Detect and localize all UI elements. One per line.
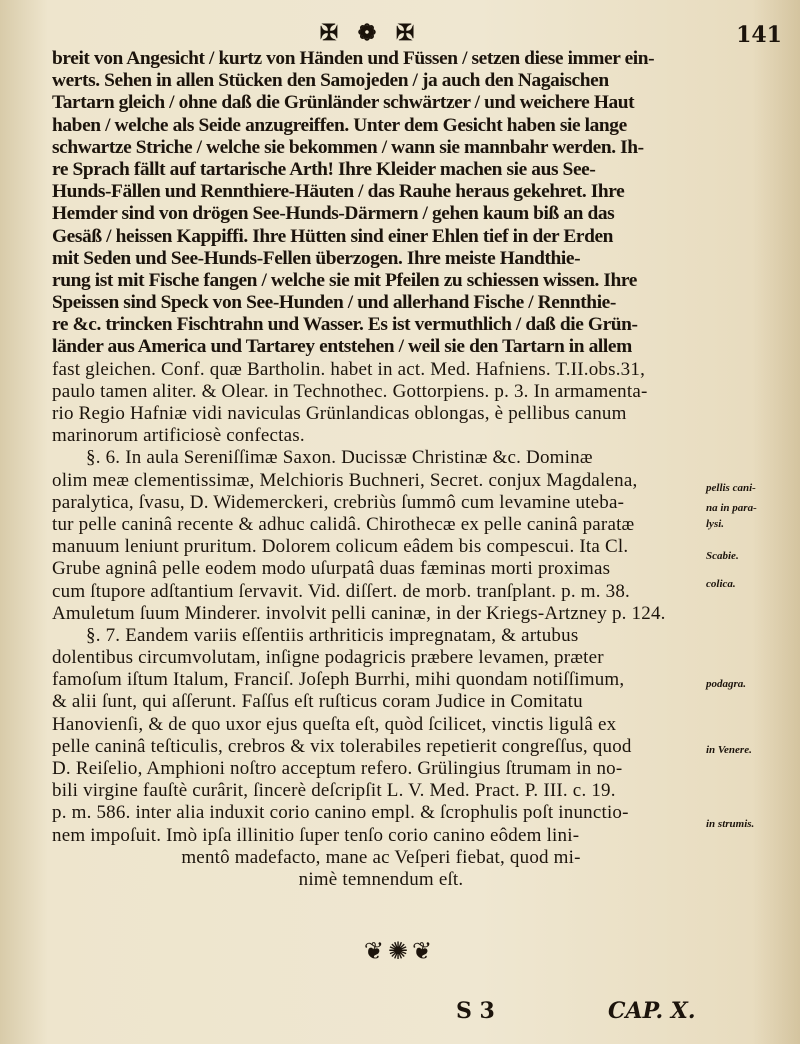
page-footer (0, 994, 800, 1030)
text-line: manuum leniunt pruritum. Dolorem colicum eâdem bis compescui. Ita Cl. (52, 536, 629, 558)
text-line: werts. Sehen in allen Stücken den Samojeden / ja auch den Nagaischen (52, 70, 609, 92)
margin-note: in Venere. (706, 744, 752, 756)
text-line: Hanovienſi, & de quo uxor ejus queſta eſt, quòd ſcilicet, vinctis ligulâ ex (52, 713, 617, 735)
margin-note: in strumis. (706, 818, 755, 830)
text-line: Amuletum ſuum Minderer. involvit pelli caninæ, in der Kriegs-Artzney p. 124. (52, 602, 666, 624)
text-line: haben / welche als Seide anzugreiffen. Unter dem Gesicht haben sie lange (52, 114, 627, 136)
text-line: tur pelle caninâ recente & adhuc calidâ. Chirothecæ ex pelle caninâ paratæ (52, 513, 635, 535)
margin-note: colica. (706, 578, 736, 590)
text-line: D. Reiſelio, Amphioni noſtro acceptum refero. Grülingius ſtrumam in no- (52, 758, 623, 779)
catchword: CAP. X. (608, 998, 696, 1024)
text-line: paralytica, ſvasu, D. Widemerckeri, crebriùs ſummô cum levamine uteba- (52, 491, 625, 513)
text-line: paulo tamen aliter. & Olear. in Technothec. Gottorpiens. p. 3. In armamenta- (52, 380, 648, 402)
text-line: länder aus America und Tartarey entstehen / weil sie den Tartarn in allem (52, 336, 632, 358)
text-line: Grube agninâ pelle eodem modo uſurpatâ duas fæminas morti proximas (52, 558, 611, 580)
text-line: Speissen sind Speck von See-Hunden / und allerhand Fische / Rennthie- (52, 292, 616, 314)
text-line: & alii ſunt, qui aſſerunt. Faſſus eſt ruſticus coram Judice in Comitatu (52, 691, 583, 713)
text-line: Tartarn gleich / ohne daß die Grünländer schwärtzer / und weichere Haut (52, 92, 635, 114)
margin-note: pellis cani- (706, 482, 756, 494)
text-line: nem impoſuit. Imò ipſa illinitio ſuper tenſo corio canino eôdem lini- (52, 824, 580, 846)
margin-note: podagra. (706, 678, 747, 690)
text-line: bili virgine fauſtè curârit, ſincerè deſcripſit L. V. Med. Pract. P. III. c. 19. (52, 780, 616, 802)
text-line: marinorum artificiosè confectas. (52, 425, 305, 447)
text-line: Gesäß / heissen Kappiffi. Ihre Hütten sind einer Ehlen tief in der Erden (52, 225, 614, 247)
text-line: nimè temnendum eſt. (298, 868, 464, 890)
tail-ornament: ❦✺❦ (363, 937, 437, 965)
margin-note: Scabie. (706, 550, 739, 562)
margin-note: na in para- (706, 502, 757, 514)
text-line: Hemder sind von drögen See-Hunds-Därmern / gehen kaum biß an das (52, 203, 615, 225)
text-line: breit von Angesicht / kurtz von Händen und Füssen / setzen diese immer ein- (52, 48, 655, 69)
text-line: re Sprach fällt auf tartarische Arth! Ihre Kleider machen sie aus See- (52, 158, 596, 180)
text-line: §. 6. In aula Sereniſſimæ Saxon. Ducissæ Christinæ &c. Dominæ (86, 447, 593, 469)
page-header (0, 16, 800, 52)
text-line: dolentibus circumvolutam, inſigne podagricis præbere levamen, præter (52, 647, 604, 669)
text-line: pelle caninâ teſticulis, crebros & vix tolerabiles repetierit congreſſus, quod (52, 735, 632, 757)
text-line: re &c. trincken Fischtrahn und Wasser. Es ist vermuthlich / daß die Grün- (52, 314, 638, 336)
text-line: famoſum iſtum Italum, Franciſ. Joſeph Burrhi, mihi quondam notiſſimum, (52, 669, 625, 691)
text-line: cum ſtupore adſtantium ſervavit. Vid. diſſert. de morb. tranſplant. p. m. 38. (52, 580, 630, 602)
text-line: mit Seden und See-Hunds-Fellen überzogen. Ihre meiste Handthie- (52, 247, 581, 269)
header-ornament: ✠ ❁ ✠ (319, 20, 421, 46)
text-line: p. m. 586. inter alia induxit corio canino empl. & ſcrophulis poſt inunctio- (52, 802, 629, 824)
text-line: schwartze Striche / welche sie bekommen / wann sie mannbahr werden. Ih- (52, 136, 644, 158)
text-line: rung ist mit Fische fangen / welche sie mit Pfeilen zu schiessen wissen. Ihre (52, 269, 637, 291)
text-line: olim meæ clementissimæ, Melchioris Buchneri, Secret. conjux Magdalena, (52, 469, 638, 491)
signature-mark: S 3 (456, 998, 495, 1024)
text-line: mentô madefacto, mane ac Veſperi fiebat, quod mi- (181, 846, 581, 868)
text-line: §. 7. Eandem variis eſſentiis arthriticis impregnatam, & artubus (86, 624, 579, 646)
margin-note: lysi. (706, 518, 725, 530)
text-line: fast gleichen. Conf. quæ Bartholin. habet in act. Med. Hafniens. T.II.obs.31, (52, 358, 646, 380)
page-number: 141 (736, 22, 782, 48)
body-text (52, 48, 710, 891)
text-line: rio Regio Hafniæ vidi naviculas Grünlandicas oblongas, è pellibus canum (52, 403, 627, 424)
text-line: Hunds-Fällen und Rennthiere-Häuten / das Rauhe heraus gekehret. Ihre (52, 181, 625, 203)
